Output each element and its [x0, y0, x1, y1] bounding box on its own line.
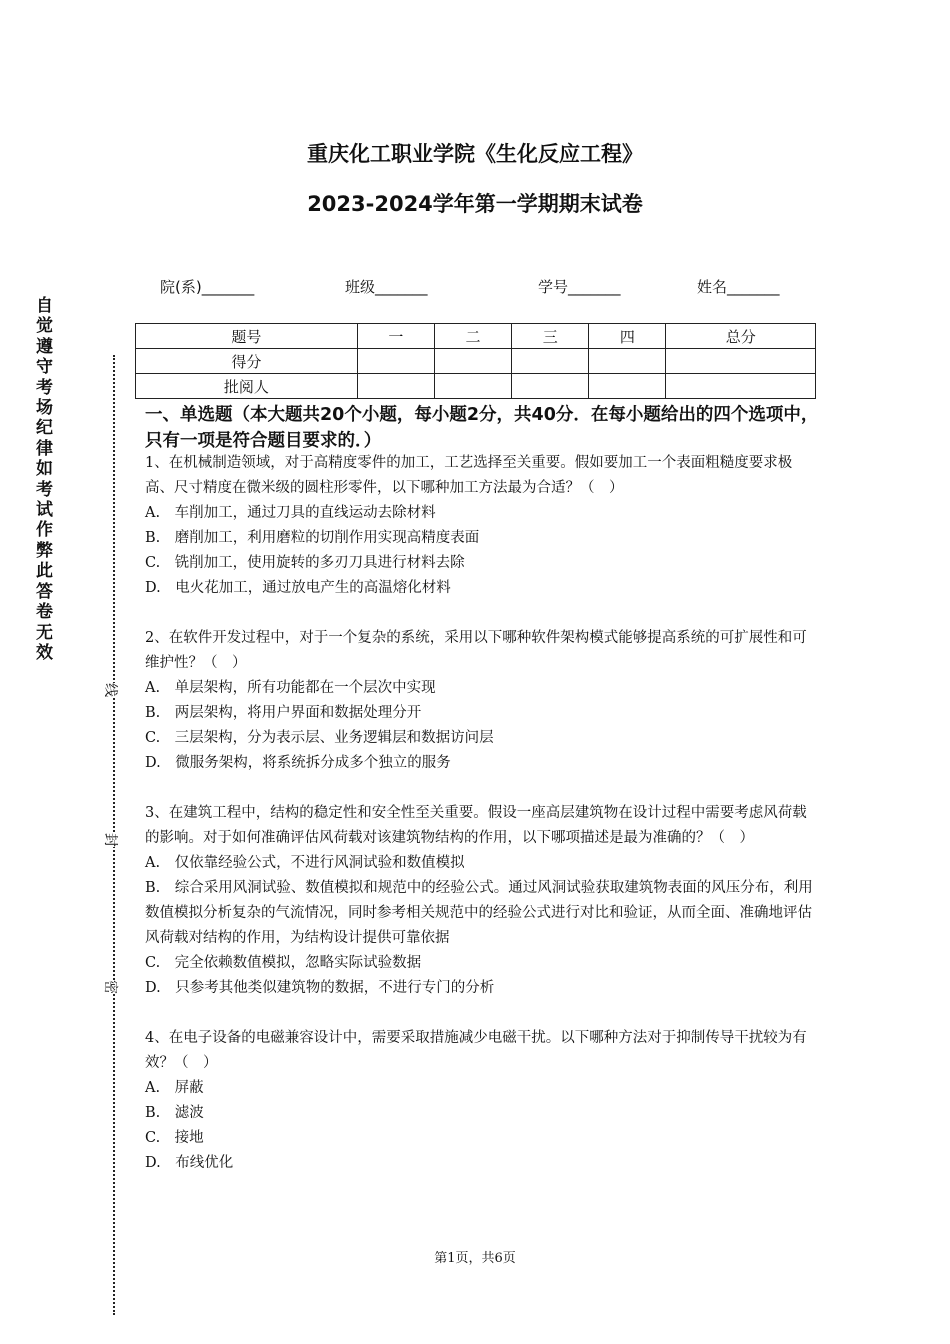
table-header: 题号 — [136, 324, 358, 349]
question-stem: 2、在软件开发过程中，对于一个复杂的系统，采用以下哪种软件架构模式能够提高系统的可扩展性和可维护性？（ ） — [145, 630, 807, 671]
exam-subtitle: 2023-2024学年第一学期期末试卷 — [307, 192, 643, 216]
seal-text-line: 线 — [99, 683, 123, 697]
class-field: 班级_______ — [345, 278, 428, 296]
option: C. 完全依赖数值模拟，忽略实际试验数据 — [145, 955, 422, 971]
table-header: 总分 — [666, 324, 816, 349]
score-cell — [434, 349, 511, 374]
option: A. 车削加工，通过刀具的直线运动去除材料 — [145, 505, 436, 521]
name-field: 姓名_______ — [697, 278, 780, 296]
table-header: 一 — [357, 324, 434, 349]
grader-cell — [666, 374, 816, 399]
row-label: 得分 — [136, 349, 358, 374]
score-cell — [357, 349, 434, 374]
option: D. 只参考其他类似建筑物的数据，不进行专门的分析 — [145, 980, 495, 996]
seal-text-seal: 封 — [99, 833, 123, 847]
table-row — [136, 349, 816, 374]
option: C. 铣削加工，使用旋转的多刃刀具进行材料去除 — [145, 555, 465, 571]
question-stem: 1、在机械制造领域，对于高精度零件的加工，工艺选择至关重要。假如要加工一个表面粗糙度要求极高、尺寸精度在微米级的圆柱形零件，以下哪种加工方法最为合适？（ ） — [145, 455, 793, 496]
option: A. 屏蔽 — [145, 1080, 204, 1096]
table-header: 三 — [512, 324, 589, 349]
exam-discipline-notice: 自觉遵守考场纪律如考试作弊此答卷无效 — [36, 296, 53, 663]
student-id-field: 学号_______ — [538, 278, 621, 296]
question — [145, 451, 815, 601]
score-cell — [512, 349, 589, 374]
option: B. 两层架构，将用户界面和数据处理分开 — [145, 705, 422, 721]
seal-text-secret: 密 — [99, 980, 123, 994]
question-stem: 4、在电子设备的电磁兼容设计中，需要采取措施减少电磁干扰。以下哪种方法对于抑制传导干扰较为有效？（ ） — [145, 1030, 807, 1071]
table-header: 二 — [434, 324, 511, 349]
score-table — [135, 323, 816, 399]
grader-cell — [512, 374, 589, 399]
question — [145, 1026, 815, 1176]
row-label: 批阅人 — [136, 374, 358, 399]
option: C. 接地 — [145, 1130, 204, 1146]
option: D. 电火花加工，通过放电产生的高温熔化材料 — [145, 580, 451, 596]
option: D. 布线优化 — [145, 1155, 234, 1171]
question-list — [145, 451, 815, 1201]
option: A. 仅依靠经验公式，不进行风洞试验和数值模拟 — [145, 855, 465, 871]
option: C. 三层架构，分为表示层、业务逻辑层和数据访问层 — [145, 730, 494, 746]
dept-field: 院(系)_______ — [160, 278, 255, 296]
question-stem: 3、在建筑工程中，结构的稳定性和安全性至关重要。假设一座高层建筑物在设计过程中需要考虑风荷载的影响。对于如何准确评估风荷载对该建筑物结构的作用，以下哪项描述是最为准确的？（ ） — [145, 805, 807, 846]
section-heading: 一、单选题（本大题共20个小题，每小题2分，共40分．在每小题给出的四个选项中，只有一项是符合题目要求的．） — [145, 405, 819, 451]
option: A. 单层架构，所有功能都在一个层次中实现 — [145, 680, 436, 696]
option: B. 磨削加工，利用磨粒的切削作用实现高精度表面 — [145, 530, 480, 546]
exam-title: 重庆化工职业学院《生化反应工程》 — [307, 142, 643, 166]
option: D. 微服务架构，将系统拆分成多个独立的服务 — [145, 755, 451, 771]
option: B. 滤波 — [145, 1105, 204, 1121]
table-row — [136, 374, 816, 399]
score-cell — [589, 349, 666, 374]
table-header: 四 — [589, 324, 666, 349]
grader-cell — [434, 374, 511, 399]
page-number: 第1页，共6页 — [434, 1251, 516, 1266]
question — [145, 626, 815, 776]
grader-cell — [357, 374, 434, 399]
score-cell — [666, 349, 816, 374]
option: B. 综合采用风洞试验、数值模拟和规范中的经验公式。通过风洞试验获取建筑物表面的风压分布，利用数值模拟分析复杂的气流情况，同时参考相关规范中的经验公式进行对比和验证，从而全面、准确地评估风荷载对结构的作用，为结构设计提供可靠依据 — [145, 880, 813, 946]
question — [145, 801, 815, 1001]
grader-cell — [589, 374, 666, 399]
table-header-row — [136, 324, 816, 349]
